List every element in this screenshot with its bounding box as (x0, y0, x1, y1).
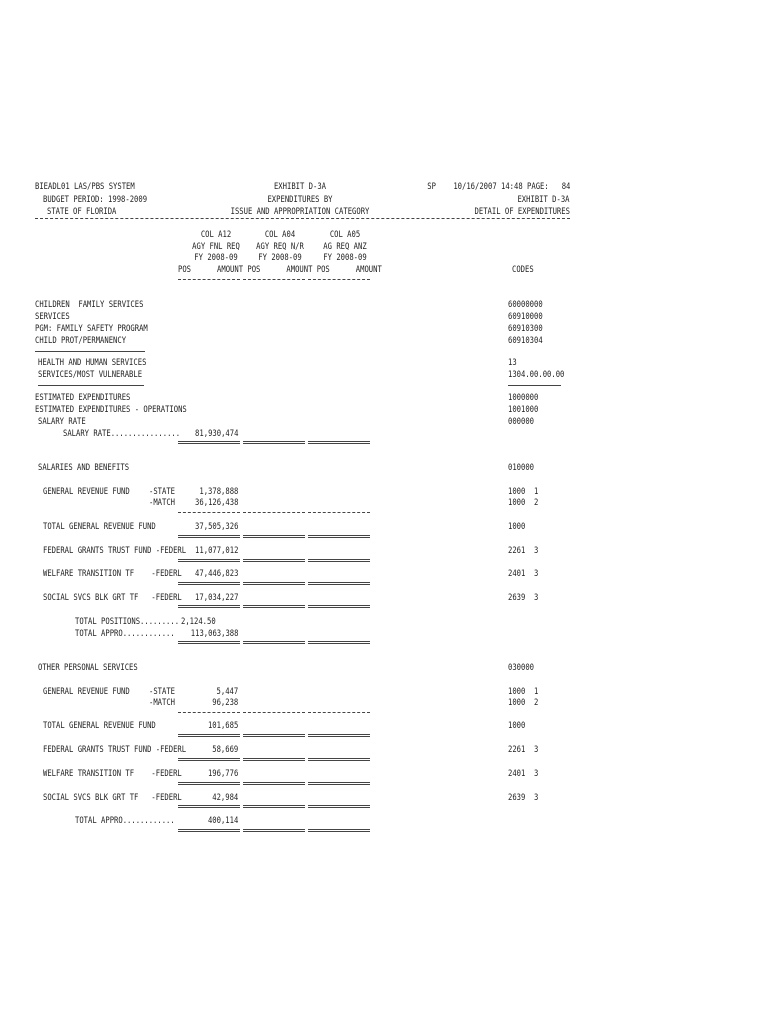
total-rule (178, 535, 240, 538)
total-appro-label: TOTAL APPRO............ (75, 815, 175, 825)
fund-value: 1,378,888 (198, 486, 238, 496)
col-a05-label: COL A05 (329, 229, 361, 239)
fund-label: FEDERAL GRANTS TRUST FUND -FEDERL (43, 545, 187, 555)
total-rule (243, 805, 305, 808)
total-rule (178, 605, 240, 608)
fund-label: SOCIAL SVCS BLK GRT TF -FEDERL (43, 592, 182, 602)
fund-value: 58,669 (211, 744, 238, 754)
total-rule (308, 782, 370, 785)
fund-label: WELFARE TRANSITION TF -FEDERL (43, 768, 182, 778)
fund-value: 36,126,438 (194, 497, 238, 507)
function-code: 1304.00.00.00 (508, 369, 565, 379)
estimate-line: ESTIMATED EXPENDITURES - OPERATIONS (35, 404, 187, 414)
fund-code: 1000 1 (508, 686, 539, 696)
col2-underline (243, 279, 305, 280)
salary-rate-value: 81,930,474 (194, 428, 238, 438)
total-rule (243, 641, 305, 644)
section-title: OTHER PERSONAL SERVICES (38, 662, 138, 672)
total-appro-value: 113,063,388 (190, 628, 238, 638)
fund-code: 1000 (508, 720, 526, 730)
total-appro-value: 400,114 (207, 815, 238, 825)
col1-underline (178, 279, 240, 280)
estimate-code: 1000000 (508, 392, 539, 402)
col-a04-desc: AGY REQ N/R (256, 241, 304, 251)
fund-value: 11,077,012 (194, 545, 238, 555)
subtotal-rule (308, 512, 370, 513)
total-rule (243, 535, 305, 538)
org-code: 60910000 (508, 311, 543, 321)
header-divider (35, 218, 570, 219)
total-rule (308, 535, 370, 538)
fund-value: 5,447 (216, 686, 238, 696)
exhibit-id: EXHIBIT D-3A (517, 194, 570, 204)
total-rule (308, 734, 370, 737)
total-rule (308, 441, 370, 444)
total-rule (178, 758, 240, 761)
col-a12-label: COL A12 (200, 229, 232, 239)
total-rule (178, 782, 240, 785)
org-code: 60910300 (508, 323, 543, 333)
fund-label: TOTAL GENERAL REVENUE FUND (43, 720, 156, 730)
fund-value: 17,034,227 (194, 592, 238, 602)
fund-code: 2639 3 (508, 792, 539, 802)
fund-sub-label: -MATCH (149, 697, 176, 707)
total-rule (178, 734, 240, 737)
col-a12-desc: AGY FNL REQ (192, 241, 240, 251)
total-rule (178, 641, 240, 644)
org-code: 60910304 (508, 335, 543, 345)
total-rule (243, 782, 305, 785)
fund-value: 101,685 (207, 720, 238, 730)
exhibit-title: EXHIBIT D-3A (273, 181, 327, 191)
org-line: SERVICES (35, 311, 70, 321)
pos-amount-header: POS AMOUNT POS AMOUNT POS AMOUNT (178, 264, 382, 274)
fund-value: 42,984 (211, 792, 238, 802)
fund-code: 2639 3 (508, 592, 539, 602)
total-rule (308, 582, 370, 585)
fund-sub-label: -STATE (149, 686, 176, 696)
estimate-code: 1001000 (508, 404, 539, 414)
total-rule (243, 441, 305, 444)
fund-code: 2401 3 (508, 768, 539, 778)
function-code-divider (508, 385, 561, 386)
salary-rate-label: SALARY RATE................ (63, 428, 181, 438)
estimate-code: 000000 (508, 416, 535, 426)
total-rule (243, 829, 305, 832)
function-line: HEALTH AND HUMAN SERVICES (38, 357, 147, 367)
total-rule (178, 441, 240, 444)
subtotal-rule (308, 712, 370, 713)
col-a12-fy: FY 2008-09 (194, 252, 238, 262)
fund-code: 1000 2 (508, 497, 539, 507)
system-name: BIEADL01 LAS/PBS SYSTEM (35, 181, 135, 191)
fund-value: 96,238 (211, 697, 238, 707)
total-rule (308, 641, 370, 644)
subtotal-rule (243, 712, 305, 713)
exhibit-subtitle: EXPENDITURES BY (267, 194, 333, 204)
detail-title: DETAIL OF EXPENDITURES (474, 206, 570, 216)
fund-label: TOTAL GENERAL REVENUE FUND (43, 521, 156, 531)
total-rule (308, 805, 370, 808)
total-rule (178, 559, 240, 562)
org-code: 60000000 (508, 299, 543, 309)
state-name: STATE OF FLORIDA (47, 206, 117, 216)
estimate-line: ESTIMATED EXPENDITURES (35, 392, 131, 402)
function-line: SERVICES/MOST VULNERABLE (38, 369, 143, 379)
function-code: 13 (508, 357, 517, 367)
total-rule (308, 758, 370, 761)
subtotal-rule (178, 512, 240, 513)
fund-code: 2261 3 (508, 545, 539, 555)
col-a05-desc: AG REQ ANZ (323, 241, 367, 251)
codes-header: CODES (512, 264, 534, 274)
col3-underline (308, 279, 370, 280)
fund-label: SOCIAL SVCS BLK GRT TF -FEDERL (43, 792, 182, 802)
section-code: 010000 (508, 462, 535, 472)
org-divider (35, 351, 145, 352)
total-appro-label: TOTAL APPRO............ (75, 628, 175, 638)
exhibit-category: ISSUE AND APPROPRIATION CATEGORY (230, 206, 370, 216)
org-line: CHILDREN FAMILY SERVICES (35, 299, 144, 309)
total-rule (243, 734, 305, 737)
fund-sub-label: -MATCH (149, 497, 176, 507)
total-rule (178, 805, 240, 808)
total-rule (243, 582, 305, 585)
total-rule (243, 559, 305, 562)
fund-label: GENERAL REVENUE FUND (43, 686, 130, 696)
total-rule (178, 582, 240, 585)
col-a05-fy: FY 2008-09 (323, 252, 367, 262)
budget-period: BUDGET PERIOD: 1998-2009 (43, 194, 148, 204)
total-rule (308, 829, 370, 832)
subtotal-rule (243, 512, 305, 513)
fund-code: 1000 2 (508, 697, 539, 707)
function-divider (38, 385, 144, 386)
subtotal-rule (178, 712, 240, 713)
run-date-page: SP 10/16/2007 14:48 PAGE: 84 (426, 181, 570, 191)
total-positions-value: 2,124.50 (181, 616, 216, 626)
total-positions-label: TOTAL POSITIONS......... (75, 616, 180, 626)
col-a04-fy: FY 2008-09 (258, 252, 302, 262)
fund-label: FEDERAL GRANTS TRUST FUND -FEDERL (43, 744, 187, 754)
fund-value: 47,446,823 (194, 568, 238, 578)
total-rule (308, 559, 370, 562)
total-rule (178, 829, 240, 832)
org-line: CHILD PROT/PERMANENCY (35, 335, 127, 345)
section-code: 030000 (508, 662, 535, 672)
org-line: PGM: FAMILY SAFETY PROGRAM (35, 323, 148, 333)
fund-label: WELFARE TRANSITION TF -FEDERL (43, 568, 182, 578)
fund-value: 37,505,326 (194, 521, 238, 531)
fund-code: 2401 3 (508, 568, 539, 578)
section-title: SALARIES AND BENEFITS (38, 462, 130, 472)
fund-code: 1000 1 (508, 486, 539, 496)
fund-value: 196,776 (207, 768, 238, 778)
fund-label: GENERAL REVENUE FUND (43, 486, 130, 496)
total-rule (308, 605, 370, 608)
fund-sub-label: -STATE (149, 486, 176, 496)
total-rule (243, 758, 305, 761)
estimate-line: SALARY RATE (38, 416, 86, 426)
col-a04-label: COL A04 (264, 229, 296, 239)
fund-code: 2261 3 (508, 744, 539, 754)
fund-code: 1000 (508, 521, 526, 531)
total-rule (243, 605, 305, 608)
